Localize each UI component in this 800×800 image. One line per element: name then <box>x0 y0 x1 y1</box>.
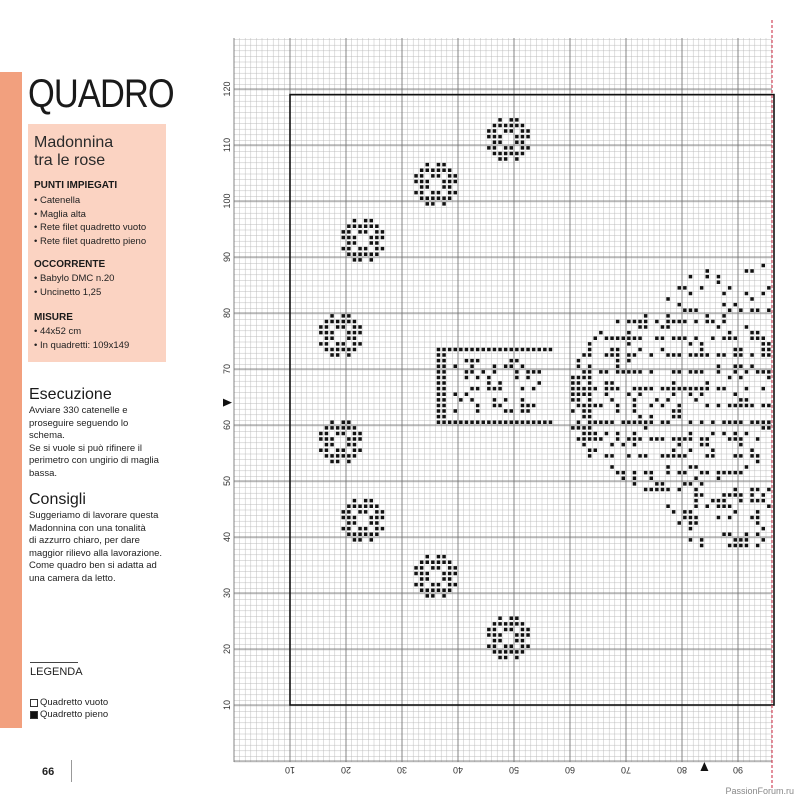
x-tick-label: 70 <box>620 765 632 775</box>
x-tick-label: 90 <box>732 765 744 775</box>
y-tick-label: 110 <box>222 137 232 153</box>
list-item: • Babylo DMC n.20 <box>34 272 114 286</box>
x-tick-label: 40 <box>452 765 464 775</box>
y-tick-label: 40 <box>222 531 232 543</box>
text-line: maggior rilievo alla lavorazione. <box>29 547 163 559</box>
x-tick-label: 60 <box>564 765 576 775</box>
y-tick-label: 20 <box>222 643 232 655</box>
y-tick-label: 90 <box>222 251 232 263</box>
legend-label: Quadretto pieno <box>40 709 109 720</box>
subtitle-line-1: Madonnina <box>34 134 114 151</box>
text-line: di azzurro chiaro, per dare <box>29 535 140 547</box>
punti-title: PUNTI IMPIEGATI <box>34 180 118 191</box>
list-item: • Rete filet quadretto vuoto <box>34 221 146 235</box>
list-item: • Maglia alta <box>34 208 146 222</box>
text-line: Avviare 330 catenelle e <box>29 405 128 416</box>
text-line: Madonnina con una tonalità <box>29 522 146 534</box>
page-title: QUADRO <box>28 72 174 116</box>
y-tick-label: 100 <box>222 193 232 209</box>
y-tick-label: 80 <box>222 307 232 319</box>
y-tick-label: 70 <box>222 363 232 375</box>
list-item: • Rete filet quadretto pieno <box>34 235 146 249</box>
x-tick-label: 30 <box>396 765 408 775</box>
list-item: • In quadretti: 109x149 <box>34 339 129 353</box>
y-tick-label: 10 <box>222 699 232 711</box>
subtitle-line-2: tra le rose <box>34 152 106 169</box>
filled-squares <box>319 118 770 659</box>
y-tick-label: 30 <box>222 587 232 599</box>
y-tick-label: 60 <box>222 419 232 431</box>
text-line: Suggeriamo di lavorare questa <box>29 510 159 521</box>
x-tick-label: 50 <box>508 765 520 775</box>
text-line: Come quadro ben si adatta ad <box>29 560 157 572</box>
list-item: • 44x52 cm <box>34 325 129 339</box>
legend-label: Quadretto vuoto <box>40 697 109 708</box>
text-line: perimetro con ungirio di maglia <box>29 455 159 467</box>
text-line: una camera da letto. <box>29 572 116 584</box>
y-tick-label: 50 <box>222 475 232 487</box>
text-line: proseguire seguendo lo <box>29 417 129 429</box>
misure-title: MISURE <box>34 312 73 323</box>
text-line: bassa. <box>29 467 57 479</box>
occorrente-title: OCCORRENTE <box>34 259 106 270</box>
list-item: • Uncinetto 1,25 <box>34 286 114 300</box>
text-line: schema. <box>29 430 65 442</box>
row-marker-icon <box>223 399 232 407</box>
y-tick-label: 120 <box>222 81 232 97</box>
page-number: 66 <box>42 766 55 778</box>
list-item: • Catenella <box>34 194 146 208</box>
grid-minor-lines <box>234 38 772 762</box>
x-tick-label: 80 <box>676 765 688 775</box>
esecuzione-heading: Esecuzione <box>29 386 112 403</box>
watermark: PassionForum.ru <box>725 786 794 796</box>
x-tick-label: 10 <box>284 765 296 775</box>
column-marker-icon <box>700 762 708 771</box>
text-line: Se si vuole si può rifinere il <box>29 442 142 454</box>
consigli-heading: Consigli <box>29 491 86 508</box>
x-tick-label: 20 <box>340 765 352 775</box>
legend-title: LEGENDA <box>30 666 83 678</box>
